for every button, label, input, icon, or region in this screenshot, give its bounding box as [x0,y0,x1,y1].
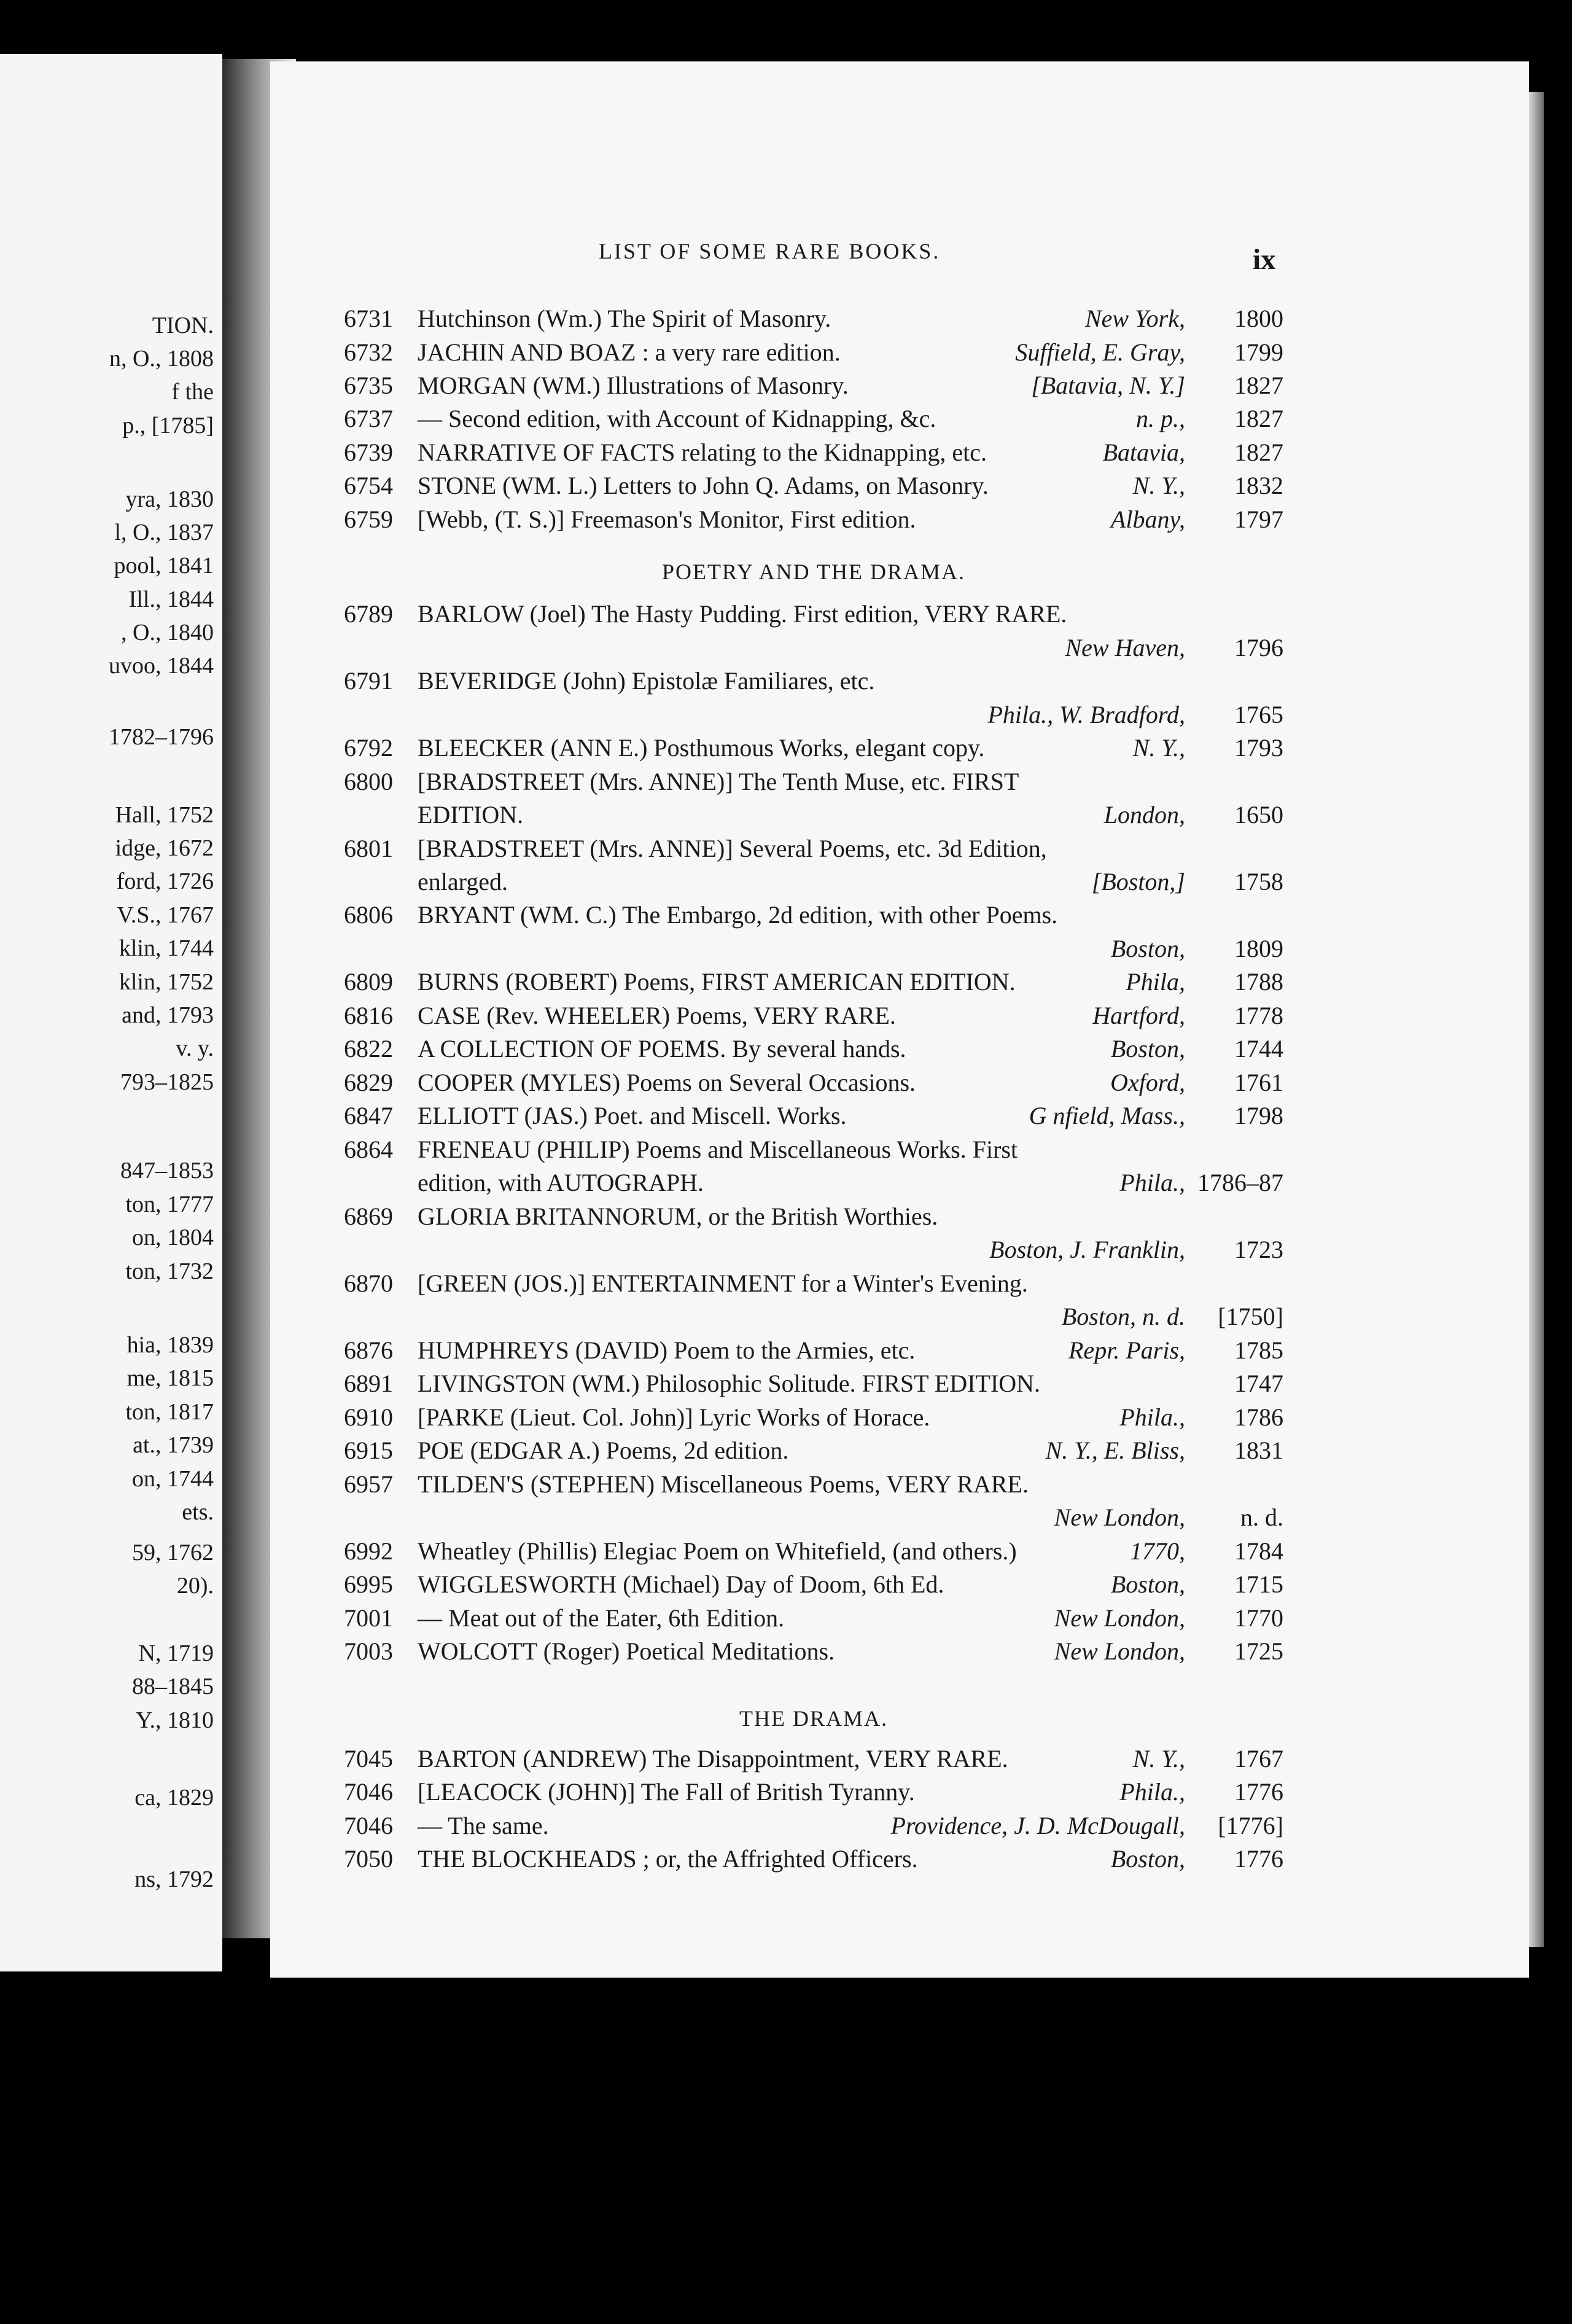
entry-text: A COLLECTION OF POEMS. By several hands. [418,1035,906,1063]
left-line: ns, 1792 [134,1866,214,1892]
entry-place: Boston, [1110,935,1185,962]
catalogue-entry [344,934,1283,971]
entry-year: 1758 [1234,868,1283,895]
left-line: Ill., 1844 [128,587,214,612]
entry-num: 6829 [344,1069,393,1096]
left-line: ford, 1726 [116,868,214,894]
entry-text: GLORIA BRITANNORUM, or the British Worthies. [418,1203,938,1230]
entry-num: 6869 [344,1203,393,1230]
entry-place: N. Y., [1132,1745,1185,1772]
entry-text: BEVERIDGE (John) Epistolæ Familiares, etc. [418,667,875,695]
left-line: 1782–1796 [109,724,214,750]
entry-text: — Second edition, with Account of Kidnapping, &c. [418,405,936,432]
left-line: pool, 1841 [114,553,214,579]
left-line: 847–1853 [120,1158,214,1183]
catalogue-entry [344,700,1283,737]
entry-year: 1788 [1234,968,1283,996]
left-line: ets. [182,1499,214,1525]
entry-year: 1761 [1234,1069,1283,1096]
entry-num: 6791 [344,667,393,695]
catalogue-entry [344,438,1283,475]
catalogue-entry [344,1269,1283,1306]
catalogue-entry [344,371,1283,408]
entry-year: 1797 [1234,505,1283,533]
entry-year: 1827 [1234,372,1283,399]
entry-num: 6864 [344,1136,393,1163]
entry-text: EDITION. [418,801,524,829]
entry-place: Albany, [1110,505,1185,533]
left-line: p., [1785] [122,413,214,439]
catalogue-entry [344,1034,1283,1071]
left-line: n, O., 1808 [109,346,214,372]
catalogue-entry [344,1811,1283,1848]
entry-year: 1765 [1234,701,1283,728]
entry-year: 1776 [1234,1845,1283,1873]
catalogue-entry [344,800,1283,837]
entry-place: Phila., W. Bradford, [987,701,1185,728]
left-line: hia, 1839 [126,1332,214,1358]
entry-text: BURNS (ROBERT) Poems, FIRST AMERICAN EDITION. [418,968,1016,996]
entry-year: 1770 [1234,1604,1283,1632]
entry-place: Boston, J. Franklin, [989,1236,1185,1263]
entry-text: FRENEAU (PHILIP) Poems and Miscellaneous Works. First [418,1136,1018,1163]
entry-place: London, [1103,801,1185,829]
catalogue-entry [344,633,1283,670]
entry-num: 6995 [344,1570,393,1598]
catalogue-entry [344,1001,1283,1038]
entry-year: 1809 [1234,935,1283,962]
left-line: uvoo, 1844 [109,653,214,679]
entry-year: 1747 [1234,1370,1283,1397]
entry-year: 1785 [1234,1336,1283,1364]
entry-text: LIVINGSTON (WM.) Philosophic Solitude. FIRST EDITION. [418,1370,1041,1397]
catalogue-entry [344,1135,1283,1172]
entry-year: 1786 [1234,1403,1283,1431]
entry-place: New York, [1084,305,1185,332]
catalogue-entry [344,599,1283,636]
entry-year: 1776 [1234,1778,1283,1806]
page-edge [1529,92,1544,1947]
entry-num: 6816 [344,1002,393,1029]
catalogue-entry [344,1403,1283,1440]
entry-num: 6739 [344,439,393,466]
left-line: at., 1739 [133,1432,214,1458]
entry-year: 1827 [1234,439,1283,466]
entry-text: [LEACOCK (JOHN)] The Fall of British Tyranny. [418,1778,915,1806]
catalogue-entry [344,1235,1283,1272]
entry-text: MORGAN (WM.) Illustrations of Masonry. [418,372,849,399]
entry-year: n. d. [1240,1503,1283,1531]
left-line: me, 1815 [126,1365,214,1391]
catalogue-entry [344,733,1283,770]
left-line: klin, 1744 [119,935,214,961]
catalogue-entry [344,1604,1283,1640]
entry-place: Phila., [1119,1169,1185,1196]
left-line: , O., 1840 [121,620,214,645]
entry-place: Repr. Paris, [1068,1336,1185,1364]
left-line: ton, 1817 [125,1399,214,1425]
catalogue-entry [344,1744,1283,1781]
catalogue-entry [344,900,1283,937]
entry-place: 1770, [1130,1537,1185,1565]
catalogue-entry [344,967,1283,1004]
entry-num: 6910 [344,1403,393,1431]
entry-text: — Meat out of the Eater, 6th Edition. [418,1604,785,1632]
entry-place: New London, [1054,1604,1185,1632]
entry-num: 6731 [344,305,393,332]
entry-num: 6732 [344,338,393,366]
entry-num: 6792 [344,734,393,762]
left-line: 793–1825 [120,1069,214,1095]
left-line: Y., 1810 [135,1707,214,1733]
entry-place: G nfield, Mass., [1029,1102,1185,1129]
entry-num: 6809 [344,968,393,996]
entry-place: Boston, [1110,1845,1185,1873]
left-line: V.S., 1767 [117,902,214,928]
left-line: N, 1719 [138,1640,214,1666]
entry-text: HUMPHREYS (DAVID) Poem to the Armies, etc. [418,1336,916,1364]
entry-place: N. Y., [1132,472,1185,499]
entry-text: Wheatley (Phillis) Elegiac Poem on Whitefield, (and others.) [418,1537,1017,1565]
entry-year: 1831 [1234,1437,1283,1464]
entry-text: NARRATIVE OF FACTS relating to the Kidnapping, etc. [418,439,987,466]
entry-place: N. Y., [1132,734,1185,762]
entry-year: 1767 [1234,1745,1283,1772]
entry-year: 1784 [1234,1537,1283,1565]
entry-place: Boston, [1110,1570,1185,1598]
catalogue-entry [344,834,1283,871]
entry-place: Phila, [1126,968,1185,996]
entry-text: [BRADSTREET (Mrs. ANNE)] The Tenth Muse, etc. FIRST [418,768,1019,795]
entry-num: 7003 [344,1637,393,1665]
catalogue-entry [344,1202,1283,1239]
entry-year: 1650 [1234,801,1283,829]
entry-place: Hartford, [1092,1002,1185,1029]
entry-text: BARTON (ANDREW) The Disappointment, VERY RARE. [418,1745,1008,1772]
entry-num: 6737 [344,405,393,432]
entry-place: Batavia, [1102,439,1185,466]
catalogue-entry [344,338,1283,375]
entry-year: 1793 [1234,734,1283,762]
entry-text: [BRADSTREET (Mrs. ANNE)] Several Poems, etc. 3d Edition, [418,835,1047,862]
catalogue-entry [344,471,1283,508]
entry-place: Suffield, E. Gray, [1015,338,1185,366]
entry-year: 1725 [1234,1637,1283,1665]
entry-text: ELLIOTT (JAS.) Poet. and Miscell. Works. [418,1102,847,1129]
running-head: LIST OF SOME RARE BOOKS. [599,239,941,263]
entry-place: Boston, n. d. [1061,1303,1185,1330]
left-line: v. y. [176,1035,214,1061]
entry-text: CASE (Rev. WHEELER) Poems, VERY RARE. [418,1002,896,1029]
catalogue-entry [344,666,1283,703]
entry-year: [1776] [1218,1812,1283,1839]
entry-year: 1799 [1234,338,1283,366]
entry-text: POE (EDGAR A.) Poems, 2d edition. [418,1437,789,1464]
left-line: 59, 1762 [132,1540,214,1566]
entry-place: Phila., [1119,1778,1185,1806]
left-line: ton, 1732 [125,1258,214,1284]
entry-place: New London, [1054,1503,1185,1531]
section-heading-drama: THE DRAMA. [739,1706,888,1731]
entry-text: WIGGLESWORTH (Michael) Day of Doom, 6th Ed. [418,1570,944,1598]
entry-text: THE BLOCKHEADS ; or, the Affrighted Officers. [418,1845,918,1873]
entry-text: [PARKE (Lieut. Col. John)] Lyric Works of Horace. [418,1403,930,1431]
left-line: 88–1845 [132,1674,214,1699]
entry-place: Boston, [1110,1035,1185,1063]
entry-num: 6847 [344,1102,393,1129]
entry-year: 1832 [1234,472,1283,499]
entry-num: 6915 [344,1437,393,1464]
entry-text: BRYANT (WM. C.) The Embargo, 2d edition, with other Poems. [418,901,1058,929]
entry-num: 7046 [344,1812,393,1839]
entry-num: 7046 [344,1778,393,1806]
catalogue-entry [344,304,1283,341]
entry-place: [Batavia, N. Y.] [1031,372,1185,399]
entry-num: 6754 [344,472,393,499]
catalogue-entry [344,1503,1283,1540]
entry-num: 6735 [344,372,393,399]
entry-year: 1796 [1234,634,1283,661]
left-line: ca, 1829 [134,1785,214,1811]
entry-num: 6800 [344,768,393,795]
entry-year: 1715 [1234,1570,1283,1598]
left-line: and, 1793 [122,1002,214,1028]
section-heading-poetry: POETRY AND THE DRAMA. [661,560,966,584]
entry-year: 1800 [1234,305,1283,332]
entry-num: 6789 [344,600,393,628]
page-number: ix [1253,243,1276,276]
catalogue-entry [344,1168,1283,1205]
catalogue-entry [344,1101,1283,1138]
left-line: 20). [176,1573,214,1599]
entry-num: 6870 [344,1269,393,1297]
entry-num: 6806 [344,901,393,929]
entry-num: 6891 [344,1370,393,1397]
left-page-fragment [0,54,222,1971]
catalogue-entry [344,1470,1283,1507]
entry-year: 1786–87 [1197,1169,1283,1196]
catalogue-entry [344,1336,1283,1373]
catalogue-entry [344,1302,1283,1339]
entry-text: [Webb, (T. S.)] Freemason's Monitor, First edition. [418,505,916,533]
entry-place: [Boston,] [1091,868,1185,895]
catalogue-entry [344,767,1283,804]
catalogue-entry [344,1436,1283,1473]
catalogue-entry [344,1537,1283,1573]
catalogue-entry [344,404,1283,441]
left-line: ton, 1777 [125,1191,214,1217]
left-line: idge, 1672 [115,835,214,861]
entry-text: TILDEN'S (STEPHEN) Miscellaneous Poems, VERY RARE. [418,1470,1029,1498]
entry-year: 1798 [1234,1102,1283,1129]
left-line: on, 1804 [132,1225,214,1250]
entry-year: [1750] [1218,1303,1283,1330]
entry-num: 7001 [344,1604,393,1632]
entry-place: New Haven, [1065,634,1185,661]
entry-year: 1778 [1234,1002,1283,1029]
catalogue-entry [344,1068,1283,1105]
entry-text: WOLCOTT (Roger) Poetical Meditations. [418,1637,835,1665]
entry-text: BLEECKER (ANN E.) Posthumous Works, elegant copy. [418,734,985,762]
entry-text: COOPER (MYLES) Poems on Several Occasions. [418,1069,916,1096]
entry-place: Providence, J. D. McDougall, [890,1812,1185,1839]
left-line: on, 1744 [132,1466,214,1492]
left-line: klin, 1752 [119,969,214,995]
entry-text: edition, with AUTOGRAPH. [418,1169,704,1196]
entry-num: 6801 [344,835,393,862]
catalogue-entry [344,1570,1283,1607]
entry-num: 6822 [344,1035,393,1063]
entry-place: Phila., [1119,1403,1185,1431]
catalogue-entry [344,1844,1283,1881]
entry-num: 7050 [344,1845,393,1873]
entry-text: enlarged. [418,868,508,895]
left-line: yra, 1830 [125,486,214,512]
catalogue-entry [344,1369,1283,1406]
entry-text: BARLOW (Joel) The Hasty Pudding. First edition, VERY RARE. [418,600,1067,628]
left-line: Hall, 1752 [115,802,214,828]
entry-place: N. Y., E. Bliss, [1045,1437,1185,1464]
entry-year: 1827 [1234,405,1283,432]
catalogue-entry [344,867,1283,904]
left-line: l, O., 1837 [114,520,214,545]
catalogue-entry [344,1637,1283,1674]
entry-year: 1744 [1234,1035,1283,1063]
entry-num: 6957 [344,1470,393,1498]
entry-year: 1723 [1234,1236,1283,1263]
entry-num: 7045 [344,1745,393,1772]
entry-text: Hutchinson (Wm.) The Spirit of Masonry. [418,305,831,332]
entry-text: STONE (WM. L.) Letters to John Q. Adams, on Masonry. [418,472,989,499]
entry-num: 6759 [344,505,393,533]
entry-text: [GREEN (JOS.)] ENTERTAINMENT for a Winter's Evening. [418,1269,1028,1297]
entry-text: JACHIN AND BOAZ : a very rare edition. [418,338,841,366]
entry-text: — The same. [418,1812,549,1839]
entry-num: 6876 [344,1336,393,1364]
catalogue-entry [344,1777,1283,1814]
entry-num: 6992 [344,1537,393,1565]
left-line: f the [171,379,214,405]
left-line: TION. [152,313,214,338]
entry-place: n. p., [1136,405,1185,432]
entry-place: New London, [1054,1637,1185,1665]
catalogue-entry [344,505,1283,542]
entry-place: Oxford, [1110,1069,1185,1096]
